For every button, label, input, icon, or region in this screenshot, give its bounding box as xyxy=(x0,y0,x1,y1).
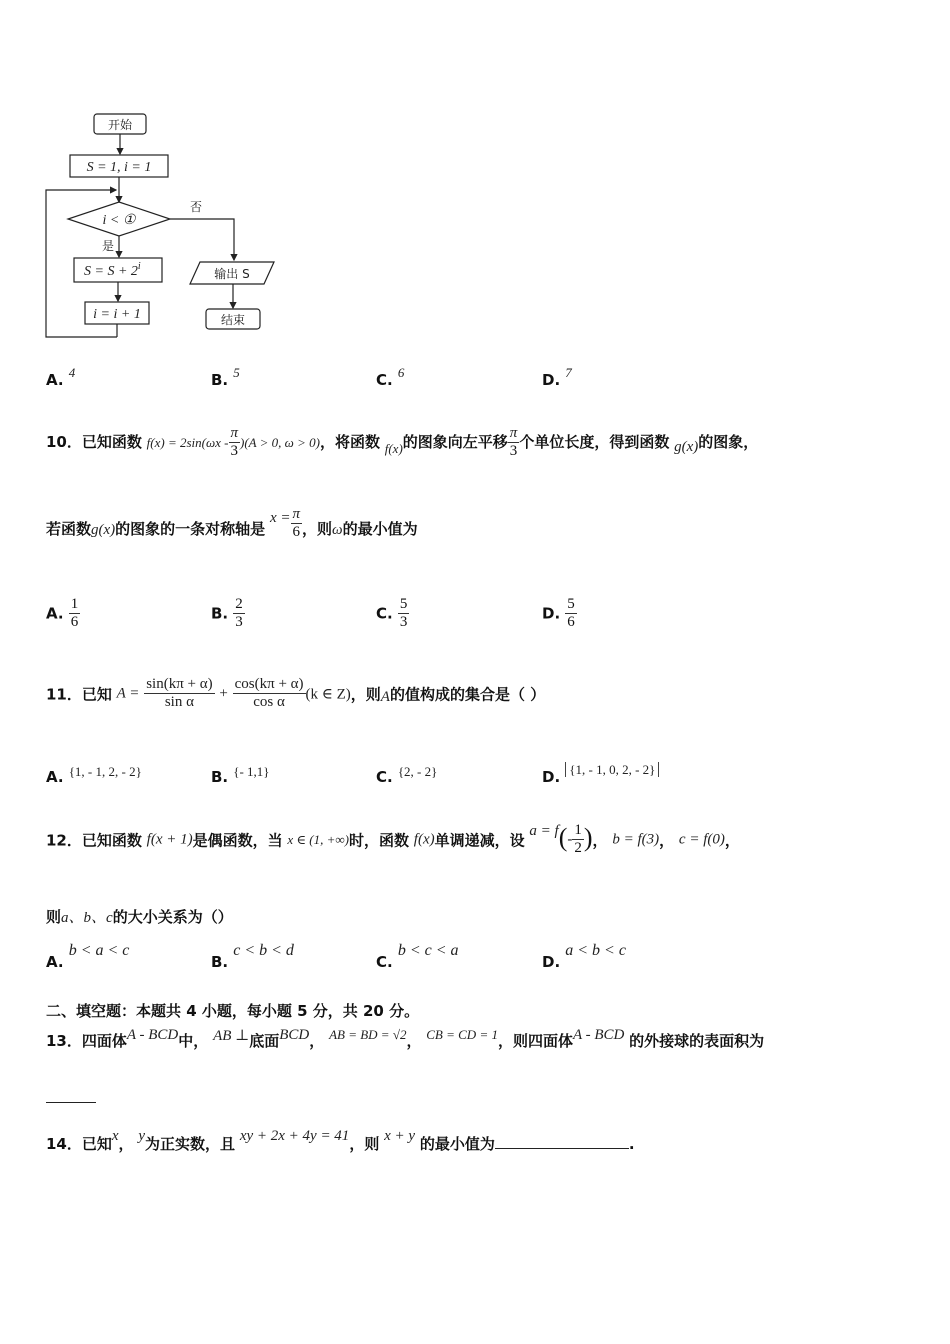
q12-text3: 单调递减，设 xyxy=(434,831,525,850)
option-value: {1, - 1, 0, 2, - 2} xyxy=(565,762,659,777)
q14-text3: 的最小值为 xyxy=(419,1135,495,1153)
q13-answer-blank[interactable] xyxy=(46,1102,96,1103)
q13-tet: A - BCD xyxy=(126,1027,179,1043)
section-title: 二、填空题：本题共 4 小题，每小题 5 分，共 20 分。 xyxy=(46,1002,420,1020)
q10-option-d[interactable] xyxy=(542,596,577,632)
q12-option-a[interactable] xyxy=(46,942,130,972)
q10-line2-d: 的最小值为 xyxy=(342,519,418,538)
q9-option-c[interactable] xyxy=(376,365,405,389)
flowchart-update-i-label: i = i + 1 xyxy=(93,307,141,322)
option-label: D. xyxy=(542,768,561,786)
q11-frac-cos: $\frac{\cos(k\pi + \alpha)}{\text{cos α}}$ xyxy=(234,676,304,711)
q10-option-a[interactable] xyxy=(46,596,80,632)
q12-text1: 是偶函数，当 xyxy=(192,831,283,850)
option-label: C. xyxy=(376,953,393,971)
q11-number: 11．已知 xyxy=(46,685,112,704)
option-value: 5 xyxy=(233,365,240,380)
flowchart-no-label: 否 xyxy=(190,200,203,214)
option-fraction: $\frac{5}{3}$ xyxy=(399,596,408,631)
q12-f1: f(x + 1) xyxy=(146,831,193,848)
option-label: C. xyxy=(376,371,393,389)
q14-y: y xyxy=(138,1128,146,1144)
q12-option-c[interactable] xyxy=(376,942,459,972)
q10-text1: ，将函数 xyxy=(319,432,380,451)
q13-number: 13．四面体 xyxy=(46,1032,127,1050)
q12-comma1: ， xyxy=(592,831,608,850)
q11-plus: + xyxy=(219,685,228,702)
q13-stem xyxy=(46,1027,765,1051)
q14-sum: x + y xyxy=(384,1128,416,1144)
q12-option-d[interactable] xyxy=(542,942,626,972)
q14-number: 14．已知 xyxy=(46,1135,112,1153)
option-label: A. xyxy=(46,371,64,389)
q10-pi-over-6: $\frac{\pi}{6}$ xyxy=(292,506,301,541)
q13-text5: ，则四面体 xyxy=(497,1032,573,1050)
option-label: B. xyxy=(211,768,229,786)
q10-line2 xyxy=(46,506,418,548)
option-fraction: $\frac{5}{6}$ xyxy=(567,596,575,631)
q10-func: f(x) = 2sin(ωx - xyxy=(146,434,229,450)
option-label: C. xyxy=(376,604,393,623)
option-label: D. xyxy=(542,371,561,389)
q9-option-b[interactable] xyxy=(211,365,240,389)
q13-text6: 的外接球的表面积为 xyxy=(629,1032,765,1050)
q10-line2-c: ，则 xyxy=(302,519,333,538)
q9-option-d[interactable] xyxy=(542,365,572,389)
q14-stem xyxy=(46,1128,635,1154)
flowchart-start-label: 开始 xyxy=(107,118,133,132)
q11-option-d[interactable] xyxy=(542,762,659,786)
q12-b-eq: b = f(3) xyxy=(612,831,660,848)
q13-text3: ， xyxy=(309,1032,325,1050)
q13-eq2: CB = CD = 1 xyxy=(426,1027,498,1042)
q10-text2: 的图象向左平移 xyxy=(402,432,508,451)
q10-x-eq: x = xyxy=(269,509,291,526)
option-value: c < b < d xyxy=(233,942,294,959)
q12-range: x ∈ (1, +∞) xyxy=(287,831,349,847)
q12-fx: f(x) xyxy=(413,831,435,848)
q12-c-eq: c = f(0) xyxy=(678,831,725,848)
q12-left-paren: ( xyxy=(558,822,568,852)
q10-fx: f(x) xyxy=(384,440,403,456)
option-value: {2, - 2} xyxy=(397,764,438,779)
option-fraction: $\frac{2}{3}$ xyxy=(235,596,243,631)
q10-line2-b: 的图象的一条对称轴是 xyxy=(115,519,266,538)
option-label: A. xyxy=(46,604,64,623)
q12-neg: - xyxy=(567,831,573,848)
q14-answer-blank[interactable] xyxy=(495,1134,629,1149)
q14-comma: ， xyxy=(118,1135,134,1153)
q13-eq1: AB = BD = √2 xyxy=(329,1027,407,1042)
q12-option-b[interactable] xyxy=(211,942,294,972)
option-label: A. xyxy=(46,953,64,971)
flowchart-condition-label: i < ① xyxy=(102,213,136,228)
q10-omega: ω xyxy=(332,521,343,538)
option-value: 6 xyxy=(397,365,405,380)
q10-cond: )(A > 0, ω > 0) xyxy=(240,434,320,450)
q12-line2-vars: a、b、c xyxy=(61,910,113,926)
option-value: b < c < a xyxy=(397,942,459,959)
option-label: D. xyxy=(542,604,561,623)
flowchart xyxy=(40,108,280,343)
q12-right-paren: ) xyxy=(583,822,593,852)
q10-line1 xyxy=(46,425,926,461)
q11-option-a[interactable] xyxy=(46,764,142,786)
option-label: B. xyxy=(211,371,229,389)
q13-bcd: BCD xyxy=(279,1027,310,1043)
q10-option-c[interactable] xyxy=(376,596,409,632)
flowchart-output-label: 输出 S xyxy=(214,267,250,281)
q14-text1: 为正实数，且 xyxy=(145,1135,236,1153)
q12-line2-b: 的大小关系为（） xyxy=(112,908,233,926)
q11-text1: ，则 xyxy=(350,685,381,704)
q10-shift: $\frac{\pi}{3}$ xyxy=(509,425,518,460)
q13-tet2: A - BCD xyxy=(572,1027,625,1043)
q10-pi-over-3: $\frac{\pi}{3}$ xyxy=(230,425,239,460)
q12-line2 xyxy=(46,906,233,927)
option-label: B. xyxy=(211,604,229,623)
q9-option-a[interactable] xyxy=(46,365,76,389)
flowchart-yes-label: 是 xyxy=(102,239,115,253)
q13-text2: 底面 xyxy=(249,1032,280,1050)
option-label: D. xyxy=(542,953,561,971)
q13-text4: ， xyxy=(406,1032,422,1050)
q12-comma2: ， xyxy=(659,831,675,850)
q13-perp: AB ⊥ xyxy=(213,1028,250,1044)
q11-option-b[interactable] xyxy=(211,764,270,786)
q10-number: 10．已知函数 xyxy=(46,432,142,451)
q12-line2-a: 则 xyxy=(46,908,62,926)
q14-eq: xy + 2x + 4y = 41 xyxy=(239,1128,350,1144)
q10-line2-a: 若函数 xyxy=(46,519,92,538)
q14-end: . xyxy=(628,1135,635,1153)
option-value: b < a < c xyxy=(68,942,130,959)
q12-text2: 时，函数 xyxy=(348,831,409,850)
option-label: B. xyxy=(211,953,229,971)
option-fraction: $\frac{1}{6}$ xyxy=(70,596,79,631)
flowchart-update-s-label: $S = S + 2^i$ xyxy=(84,261,141,279)
option-label: C. xyxy=(376,768,393,786)
option-value: {- 1,1} xyxy=(233,764,270,779)
q11-a: A xyxy=(380,689,390,706)
option-value: a < b < c xyxy=(565,942,626,959)
option-value: 4 xyxy=(68,365,76,380)
q12-number: 12．已知函数 xyxy=(46,831,142,850)
q14-x: x xyxy=(111,1128,119,1144)
option-label: A. xyxy=(46,768,64,786)
q13-text1: 中， xyxy=(178,1032,209,1050)
q10-option-b[interactable] xyxy=(211,596,245,632)
option-value: {1, - 1, 2, - 2} xyxy=(68,764,142,779)
q14-text2: ，则 xyxy=(349,1135,380,1153)
q10-text3: 个单位长度，得到函数 xyxy=(519,432,670,451)
q12-comma3: ， xyxy=(724,831,740,850)
q12-half: $\frac{1}{2}$ xyxy=(574,822,582,857)
q11-text2: 的值构成的集合是（ ） xyxy=(389,685,546,704)
q10-text4: 的图象， xyxy=(698,432,759,451)
q11-frac-sin: $\frac{\sin(k\pi + \alpha)}{\text{sin α}}$ xyxy=(146,676,213,711)
option-value: 7 xyxy=(565,365,572,380)
q11-cond: (k ∈ Z) xyxy=(305,686,351,703)
q10-gx: g(x) xyxy=(674,438,699,455)
flowchart-end-label: 结束 xyxy=(220,313,246,327)
q11-a-eq: A = xyxy=(116,685,140,702)
q11-option-c[interactable] xyxy=(376,764,438,786)
q12-a-eq: a = f xyxy=(529,823,559,840)
q11-stem xyxy=(46,676,545,712)
flowchart-init-label: S = 1, i = 1 xyxy=(86,160,152,175)
q12-line1 xyxy=(46,822,740,858)
q10-gx2: g(x) xyxy=(91,521,116,538)
